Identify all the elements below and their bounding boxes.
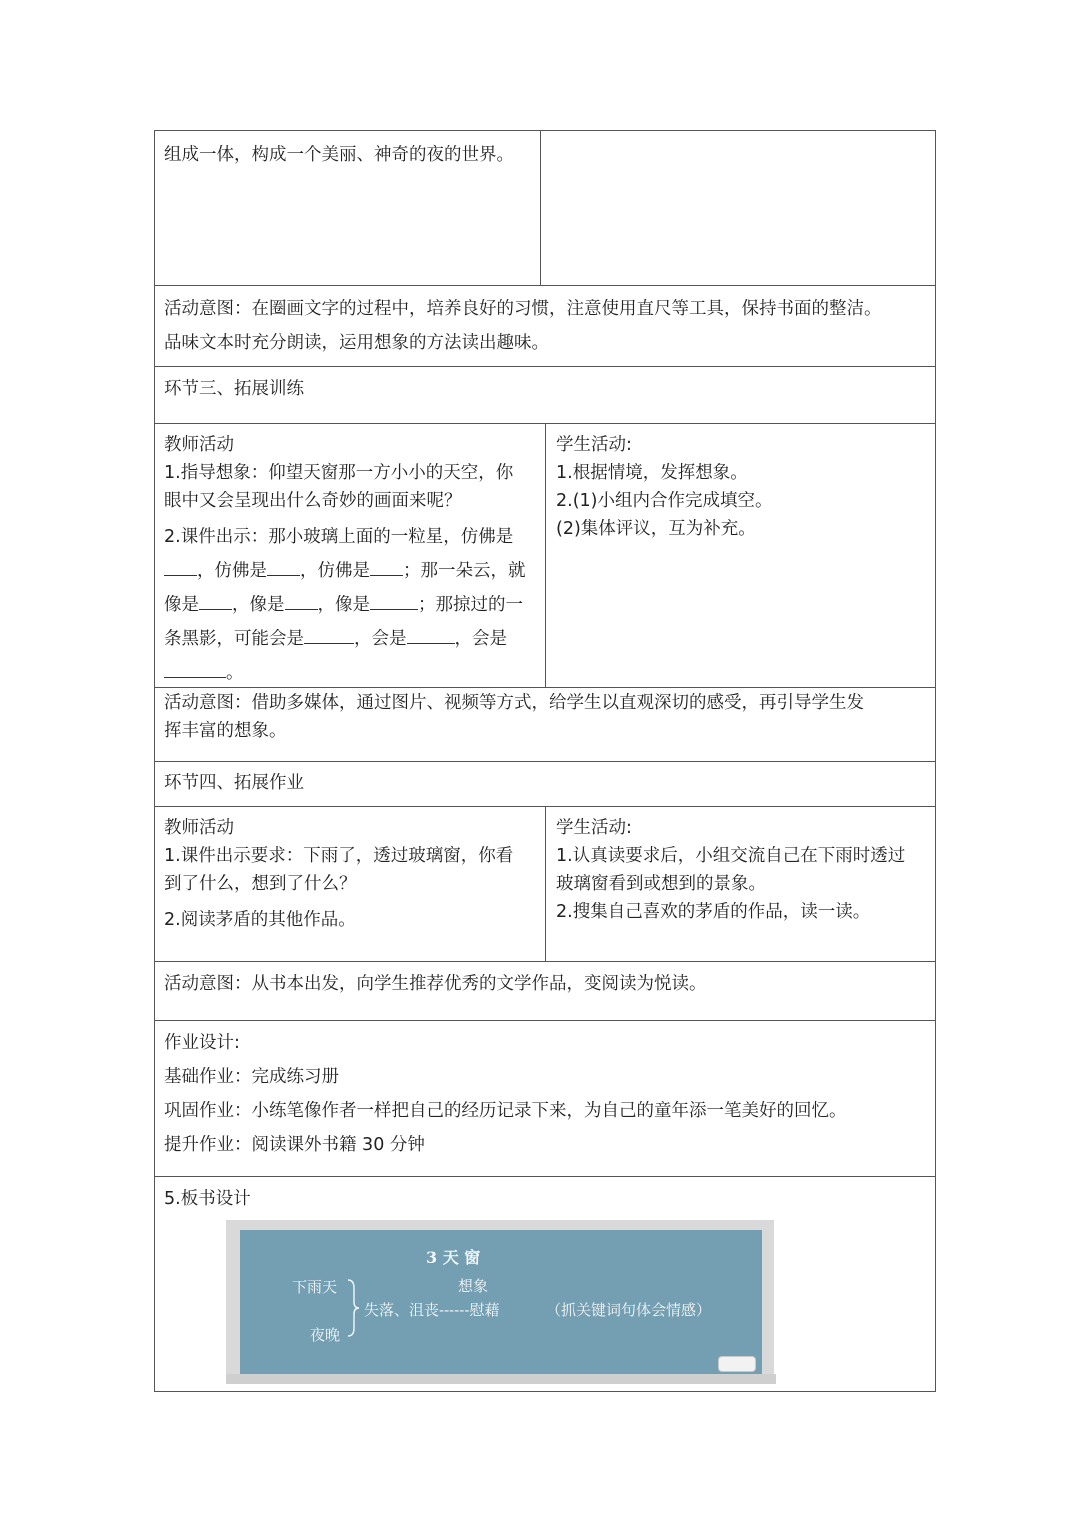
fill-blank-line: 。 (164, 656, 244, 690)
activity-intent: 活动意图：借助多媒体，通过图片、视频等方式，给学生以直观深切的感受，再引导学生发 (164, 693, 864, 713)
blank (199, 591, 232, 610)
student-activity-line: 1.根据情境，发挥想象。 (556, 463, 748, 483)
student-activity-line: 2.搜集自己喜欢的茅盾的作品，读一读。 (556, 902, 871, 922)
eraser (718, 1356, 756, 1372)
homework-consolidate: 巩固作业：小练笔像作者一样把自己的经历记录下来，为自己的童年添一笔美好的回忆。 (164, 1101, 847, 1121)
row-divider (154, 1176, 936, 1177)
board-night: 夜晚 (310, 1326, 341, 1344)
teacher-activity-line: 2.课件出示：那小玻璃上面的一粒星，仿佛是 (164, 527, 514, 547)
teacher-activity-heading: 教师活动 (164, 435, 234, 455)
activity-intent: 活动意图：从书本出发，向学生推荐优秀的文学作品，变阅读为悦读。 (164, 974, 707, 994)
fill-blank-line: 像是 ，像是 ，像是 ；那掠过的一 (164, 588, 523, 622)
column-divider (540, 130, 541, 285)
board-design-heading: 5.板书设计 (164, 1189, 251, 1209)
homework-heading: 作业设计: (164, 1033, 240, 1053)
row-divider (154, 366, 936, 367)
student-activity-heading: 学生活动: (556, 435, 632, 455)
board-note: （抓关键词句体会情感） (546, 1301, 712, 1319)
activity-intent: 品味文本时充分朗读，运用想象的方法读出趣味。 (164, 333, 549, 353)
blank (164, 659, 226, 678)
continued-text: 组成一体，构成一个美丽、神奇的夜的世界。 (164, 145, 514, 165)
teacher-activity-line: 眼中又会呈现出什么奇妙的画面来呢？ (164, 491, 462, 511)
blank (370, 591, 418, 610)
teacher-activity-line: 1.指导想象：仰望天窗那一方小小的天空，你 (164, 463, 514, 483)
teacher-activity-line: 到了什么，想到了什么？ (164, 874, 357, 894)
board-emotion-line: 失落、沮丧------慰藉 (364, 1301, 500, 1319)
student-activity-line: 2.(1)小组内合作完成填空。 (556, 491, 773, 511)
teacher-activity-line: 1.课件出示要求：下雨了，透过玻璃窗，你看 (164, 846, 514, 866)
brace-icon (344, 1278, 362, 1338)
fill-blank-line: ，仿佛是 ，仿佛是 ；那一朵云，就 (164, 554, 526, 588)
board-title: 3 天 窗 (426, 1248, 481, 1267)
column-divider (545, 806, 546, 961)
row-divider (154, 961, 936, 962)
column-divider (545, 423, 546, 687)
row-divider (154, 1020, 936, 1021)
student-activity-line: (2)集体评议，互为补充。 (556, 519, 756, 539)
blank (267, 557, 300, 576)
blank (164, 557, 197, 576)
homework-basic: 基础作业：完成练习册 (164, 1067, 339, 1087)
activity-intent: 活动意图：在圈画文字的过程中，培养良好的习惯，注意使用直尺等工具，保持书面的整洁。 (164, 299, 882, 319)
board-imagination: 想象 (458, 1277, 489, 1295)
teacher-activity-line: 2.阅读茅盾的其他作品。 (164, 910, 356, 930)
blank (407, 625, 455, 644)
homework-advance: 提升作业：阅读课外书籍 30 分钟 (164, 1135, 425, 1155)
teacher-activity-heading: 教师活动 (164, 818, 234, 838)
student-activity-line: 1.认真读要求后，小组交流自己在下雨时透过 (556, 846, 906, 866)
blank (370, 557, 403, 576)
board-rainy-day: 下雨天 (292, 1278, 338, 1296)
blank (304, 625, 354, 644)
blackboard-tray (226, 1374, 776, 1384)
section-title: 环节三、拓展训练 (164, 379, 304, 399)
blank (285, 591, 318, 610)
activity-intent: 挥丰富的想象。 (164, 721, 287, 741)
row-divider (154, 761, 936, 762)
fill-blank-line: 条黑影，可能会是 ，会是 ，会是 (164, 622, 507, 656)
row-divider (154, 285, 936, 286)
section-title: 环节四、拓展作业 (164, 773, 304, 793)
row-divider (154, 687, 936, 688)
student-activity-line: 玻璃窗看到或想到的景象。 (556, 874, 766, 894)
student-activity-heading: 学生活动: (556, 818, 632, 838)
